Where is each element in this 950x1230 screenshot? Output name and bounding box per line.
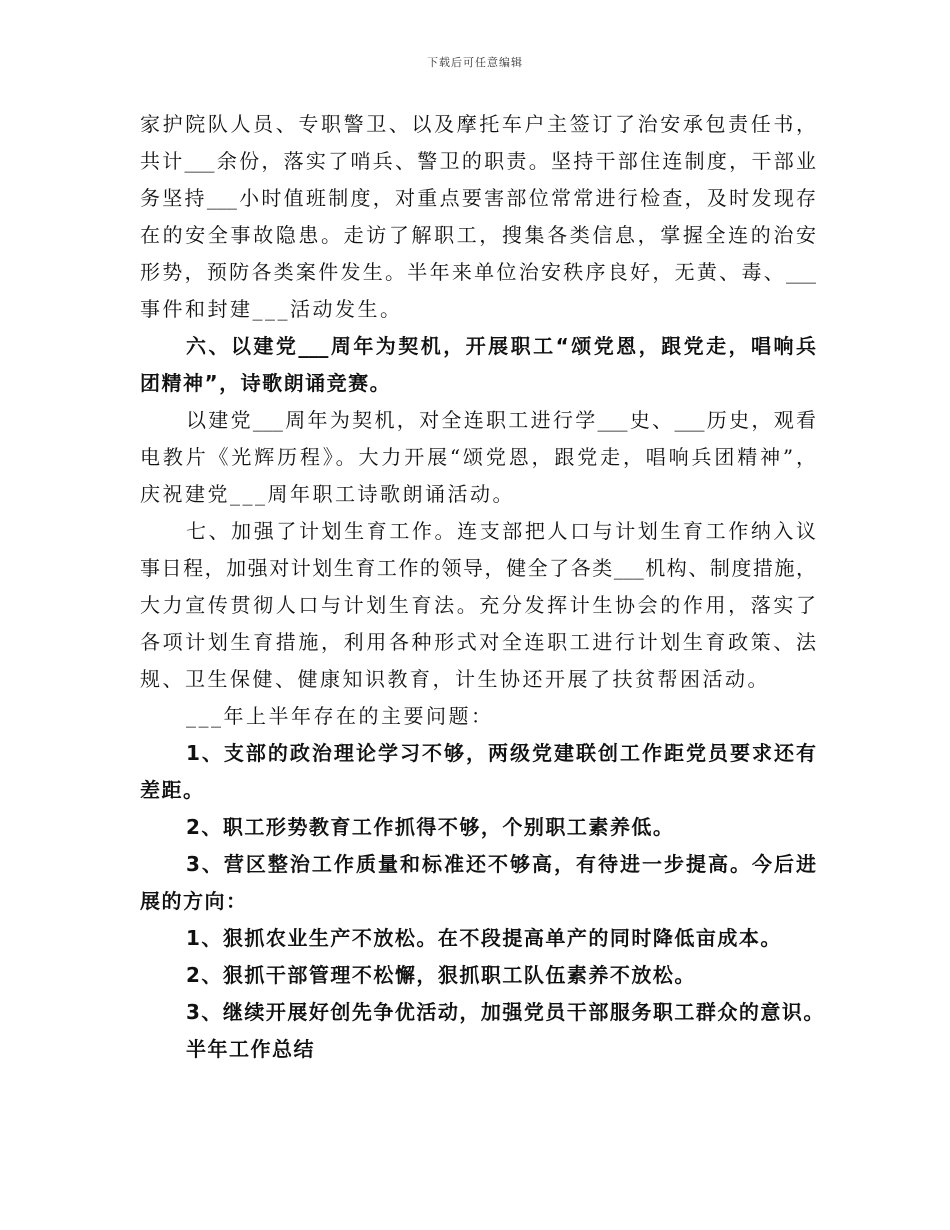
text-line: 3、继续开展好创先争优活动，加强党员干部服务职工群众的意识。 <box>186 1000 825 1024</box>
document-body <box>140 106 825 1068</box>
text-line: 庆祝建党___周年职工诗歌朗诵活动。 <box>140 482 515 506</box>
text-line: 家护院队人员、专职警卫、以及摩托车户主签订了治安承包责任书， <box>140 112 816 136</box>
text-line: 在的安全事故隐患。走访了解职工，搜集各类信息，掌握全连的治安 <box>140 223 816 247</box>
text-line: 半年工作总结 <box>186 1037 315 1061</box>
page-header: 下载后可任意编辑 <box>427 56 523 69</box>
text-line: 规、卫生保健、健康知识教育，计生协还开展了扶贫帮困活动。 <box>140 667 770 691</box>
text-line: 2、狠抓干部管理不松懈，狠抓职工队伍素养不放松。 <box>186 963 696 987</box>
text-line: 事日程，加强对计划生育工作的领导，健全了各类___机构、制度措施， <box>140 556 816 580</box>
text-line: 差距。 <box>140 778 205 802</box>
text-line: 形势，预防各类案件发生。半年来单位治安秩序良好，无黄、毒、___ <box>140 260 816 284</box>
text-line: 3、营区整治工作质量和标准还不够高，有待进一步提高。今后进 <box>186 852 816 876</box>
text-line: 七、加强了计划生育工作。连支部把人口与计划生育工作纳入议 <box>186 519 816 543</box>
text-line: 大力宣传贯彻人口与计划生育法。充分发挥计生协会的作用，落实了 <box>140 593 816 617</box>
text-line: 事件和封建___活动发生。 <box>140 297 403 321</box>
text-line: 以建党___周年为契机，对全连职工进行学___史、___历史，观看 <box>186 408 816 432</box>
text-line: 各项计划生育措施，利用各种形式对全连职工进行计划生育政策、法 <box>140 630 816 654</box>
text-line: 1、狠抓农业生产不放松。在不段提高单产的同时降低亩成本。 <box>186 926 782 950</box>
text-line: 1、支部的政治理论学习不够，两级党建联创工作距党员要求还有 <box>186 741 816 765</box>
text-line: 电教片《光辉历程》。大力开展“颂党恩，跟党走，唱响兵团精神”， <box>140 445 816 469</box>
text-line: 展的方向： <box>140 889 248 913</box>
text-line: 六、以建党___周年为契机，开展职工“颂党恩，跟党走，唱响兵 <box>186 334 816 358</box>
text-line: 共计___余份，落实了哨兵、警卫的职责。坚持干部住连制度，干部业 <box>140 149 816 173</box>
text-line: 团精神”，诗歌朗诵竞赛。 <box>140 371 392 395</box>
text-line: 务坚持___小时值班制度，对重点要害部位常常进行检查，及时发现存 <box>140 186 816 210</box>
text-line: 2、职工形势教育工作抓得不够，个别职工素养低。 <box>186 815 675 839</box>
text-line: ___年上半年存在的主要问题： <box>186 704 494 728</box>
